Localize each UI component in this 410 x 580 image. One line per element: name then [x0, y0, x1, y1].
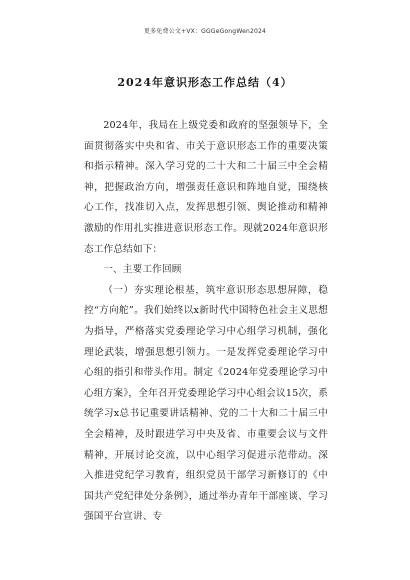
- subsection-paragraph: [84, 281, 328, 528]
- header-promo-note: 更多免费公文+VX：GGGeGongWen2024: [143, 28, 267, 35]
- document-title: 2024年意识形态工作总结（4）: [117, 76, 293, 89]
- document-body: [84, 116, 328, 528]
- subsection-label: （一）夯实理论根基，筑牢意识形态思想屏障，稳控“方向舵”。: [84, 284, 328, 317]
- subsection-body: 我们始终以x新时代中国特色社会主义思想为指导，严格落实党委理论学习中心组学习机制，强化理论武装，增强思想引领力。一是发挥党委理论学习中心组的指引和带头作用。制定《2024年党委理论学习中心组方案》，全年召开党委理论学习中心组会议15次，系统学习x总书记重要讲话精神、党的二十大和二十届三中全会精神，及时跟进学习中央及省、市重要会议与文件精神，开展讨论交流，以中心组学习促进示范带动。深入推进党纪学习教育，组织党员干部学习新修订的《中国共产党纪律处分条例》，通过举办青年干部座谈、学习强国平台宣讲、专: [84, 305, 328, 523]
- section-heading: 一、主要工作回顾: [103, 264, 182, 276]
- intro-paragraph: 2024年，我局在上级党委和政府的坚强领导下，全面贯彻落实中央和省、市关于意识形态工作的重要决策和指示精神。深入学习党的二十大和二十届三中全会精神，把握政治方向，增强责任意识和阵地自觉，围绕核心工作，找准切入点，发挥思想引领、舆论推动和精神激励的作用扎实推进意识形态工作。现就2024年意识形态工作总结如下：: [84, 120, 328, 255]
